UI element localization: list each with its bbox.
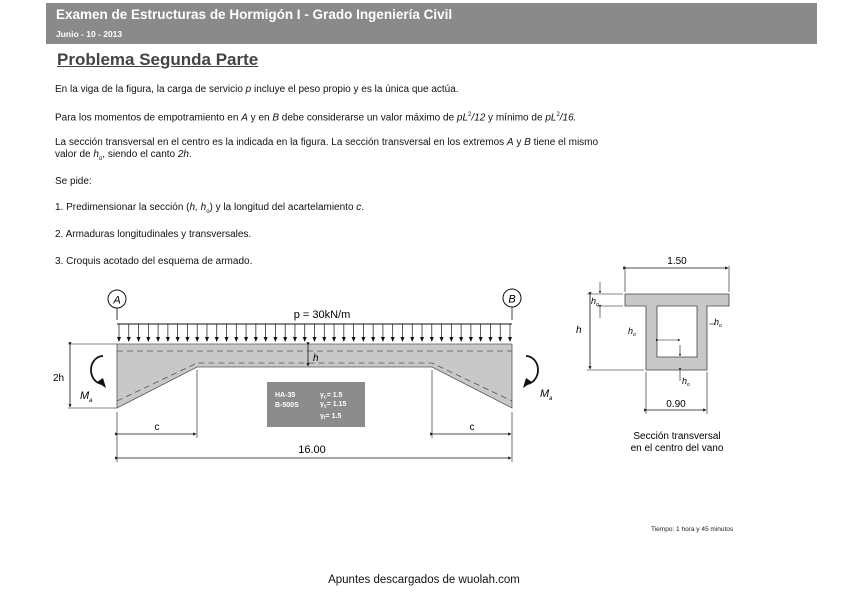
load-arrow-head — [488, 337, 492, 342]
cross-section — [576, 256, 729, 454]
load-arrow-head — [313, 337, 317, 342]
load-arrow-head — [440, 337, 444, 342]
support-a-marker — [108, 290, 126, 320]
load-arrow-head — [254, 337, 258, 342]
load-arrow-head — [371, 337, 375, 342]
load-arrow-head — [117, 337, 121, 342]
load-arrow-head — [498, 337, 502, 342]
width-top-label: 1.50 — [667, 256, 687, 267]
exam-title: Examen de Estructuras de Hormigón I - Grado Ingeniería Civil — [56, 7, 453, 22]
load-arrow-head — [283, 337, 287, 342]
load-arrow-head — [420, 337, 424, 342]
svg-text:γf= 1.5: $\gamma_f= 1.5$ — [320, 413, 342, 422]
load-arrow-head — [166, 337, 170, 342]
load-arrow-head — [381, 337, 385, 342]
svg-text:γc= 1.5: $\gamma_c= 1.5$ — [320, 392, 343, 401]
svg-text:h: h — [313, 353, 319, 364]
svg-text:c: c — [154, 422, 160, 433]
svg-text:B: B — [508, 293, 516, 306]
load-arrow-head — [332, 337, 336, 342]
load-arrow-head — [508, 337, 512, 342]
problem-title: Problema Segunda Parte — [57, 50, 259, 69]
svg-text:ho: $h_o$ — [591, 296, 599, 308]
exam-date: Junio - 10 - 2013 — [56, 29, 123, 39]
load-arrow-head — [146, 337, 150, 342]
load-arrow-head — [176, 337, 180, 342]
load-arrow-head — [352, 337, 356, 342]
svg-text:ho: $h_o$ — [682, 376, 690, 388]
load-arrow-head — [156, 337, 160, 342]
svg-text:M: M — [80, 390, 90, 402]
load-arrow-head — [479, 337, 483, 342]
load-arrow-head — [185, 337, 189, 342]
beam-diagram — [53, 289, 553, 462]
load-arrow-head — [225, 337, 229, 342]
moment-right — [523, 356, 553, 402]
load-arrow-head — [273, 337, 277, 342]
load-arrow-head — [449, 337, 453, 342]
svg-text:B-500S: B-500S — [275, 402, 299, 409]
load-arrow-head — [215, 337, 219, 342]
span-dimension — [117, 438, 511, 462]
paragraph-section: La sección transversal en el centro es la indicada en la figura. La sección transversal en los extremos A y B tiene el mismo valor de $h_o$, siendo el canto 2h. — [55, 137, 599, 162]
svg-text:h: h — [576, 325, 582, 336]
footer-note: Apuntes descargados de wuolah.com — [328, 574, 520, 586]
load-arrow-head — [195, 337, 199, 342]
width-bottom-label: 0.90 — [666, 399, 686, 410]
load-arrow-head — [469, 337, 473, 342]
load-arrow-head — [342, 337, 346, 342]
load-arrow-head — [244, 337, 248, 342]
svg-text:2h: 2h — [53, 373, 65, 384]
load-arrow-head — [391, 337, 395, 342]
section-caption-line1: Sección transversal — [633, 431, 721, 442]
load-arrow-head — [361, 337, 365, 342]
svg-text:A: A — [113, 294, 121, 307]
load-arrow-head — [234, 337, 238, 342]
paragraph-se-pide: Se pide: — [55, 176, 92, 187]
svg-text:a: a — [549, 396, 553, 402]
svg-text:ho: $h_o$ — [628, 326, 636, 338]
svg-text:ho: $h_o$ — [714, 317, 722, 329]
load-arrow-head — [400, 337, 404, 342]
task-3: 3. Croquis acotado del esquema de armado. — [55, 256, 253, 267]
svg-text:16.00: 16.00 — [298, 444, 326, 456]
svg-text:HA-35: HA-35 — [275, 392, 296, 399]
load-arrow-head — [430, 337, 434, 342]
load-arrow-head — [127, 337, 131, 342]
svg-text:γs= 1.15: $\gamma_s= 1.15$ — [320, 401, 347, 410]
section-caption-line2: en el centro del vano — [630, 443, 724, 454]
load-arrow-head — [322, 337, 326, 342]
load-arrow-head — [264, 337, 268, 342]
load-arrow-head — [137, 337, 141, 342]
support-b-marker — [503, 289, 521, 320]
paragraph-load-description: En la viga de la figura, la carga de servicio p incluye el peso propio y es la única que actúa. — [55, 84, 459, 95]
svg-text:a: a — [89, 398, 93, 404]
svg-text:c: c — [469, 422, 475, 433]
time-note: Tiempo: 1 hora y 45 minutos — [651, 526, 734, 533]
load-arrow-head — [459, 337, 463, 342]
load-arrow-head — [293, 337, 297, 342]
distributed-load — [117, 324, 512, 342]
load-label: p = 30kN/m — [293, 309, 351, 321]
paragraph-moments: Para los momentos de empotramiento en A y en B debe considerarse un valor máximo de $pL^2/12$ y mínimo de $pL^2/16$. — [55, 112, 577, 124]
load-arrow-head — [303, 337, 307, 342]
task-2: 2. Armaduras longitudinales y transversales. — [55, 229, 252, 240]
load-arrow-head — [410, 337, 414, 342]
svg-text:M: M — [540, 388, 550, 400]
moment-left — [80, 356, 106, 404]
load-arrow-head — [205, 337, 209, 342]
task-1: 1. Predimensionar la sección (h, $h_o$) y la longitud del acartelamiento c. — [55, 202, 365, 215]
materials-box — [267, 382, 365, 427]
